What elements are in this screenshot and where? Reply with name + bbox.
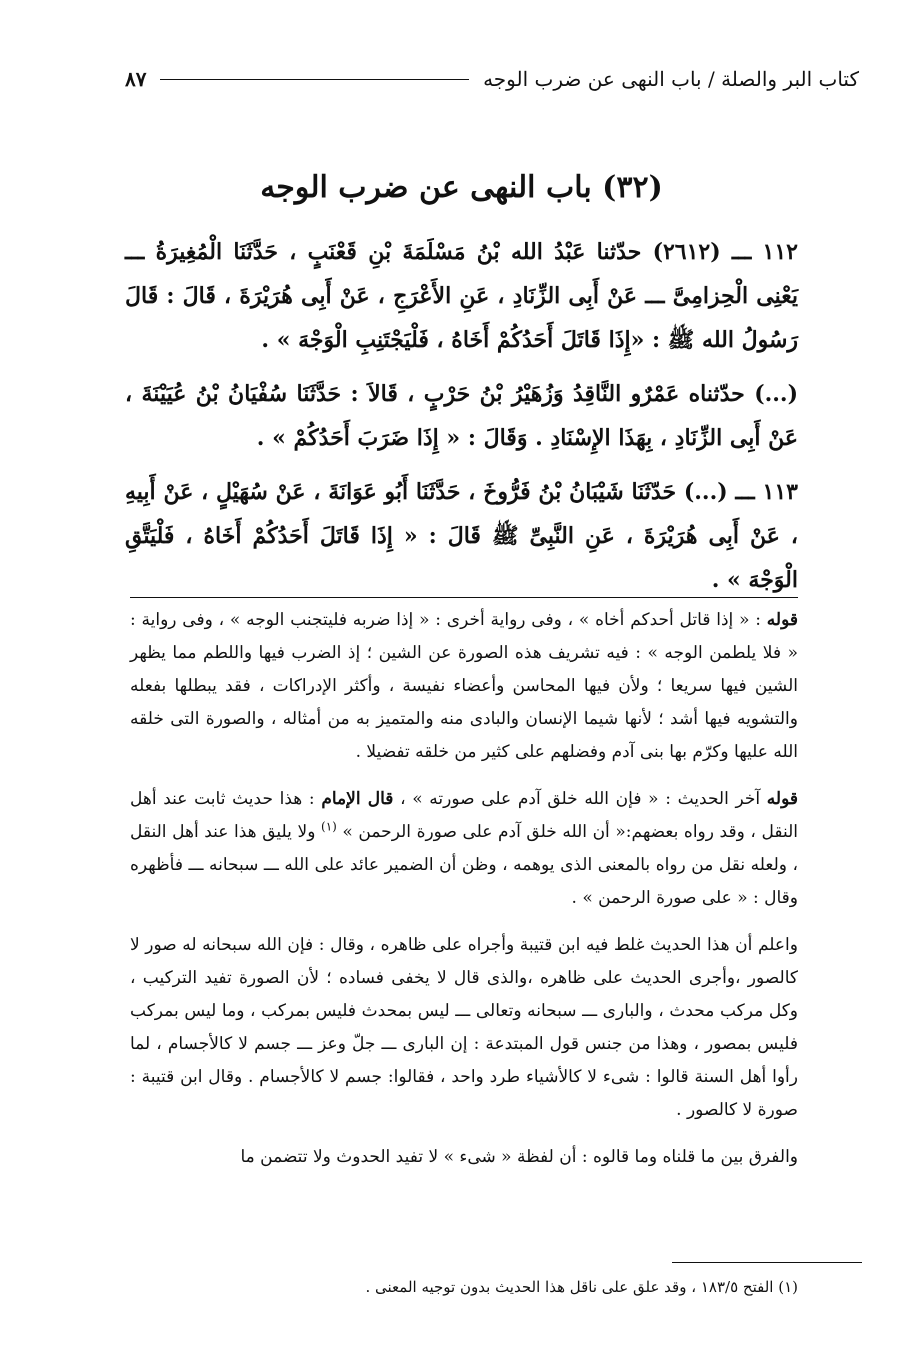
commentary-paragraph-4: والفرق بين ما قلناه وما قالوه : أن لفظة « شىء » لا تفيد الحدوث ولا تتضمن ما bbox=[240, 1147, 798, 1167]
commentary-paragraph-1 bbox=[130, 604, 798, 769]
commentary-text: : هذا حديث ثابت عند أهل النقل ، وقد رواه بعضهم:« أن الله خلق آدم على صورة الرحمن » bbox=[130, 789, 798, 842]
running-header bbox=[125, 62, 859, 96]
commentary-keyword-imam: قال الإمام bbox=[321, 789, 394, 809]
commentary-section bbox=[130, 604, 798, 1188]
commentary-text: آخر الحديث : « فإن الله خلق آدم على صورته » ، bbox=[393, 789, 767, 809]
commentary-separator bbox=[130, 597, 798, 598]
header-rule bbox=[160, 79, 469, 80]
footnote-rule bbox=[672, 1262, 862, 1263]
hadith-112-variant: (...) حدّثناه عَمْرٌو النَّاقِدُ وَزُهَيْرُ بْنُ حَرْبٍ ، قَالاَ : حَدَّثَنَا سُفْيَانُ بْنُ عُيَيْنَةَ ، عَنْ أَبِى الزِّنَادِ ، بِهَذَا الإِسْنَادِ . وَقَالَ : « إِذَا ضَرَبَ أَحَدُكُمْ » . bbox=[125, 381, 798, 451]
commentary-keyword: قوله bbox=[766, 789, 798, 809]
chapter-title: (٣٢) باب النهى عن ضرب الوجه bbox=[260, 170, 663, 205]
hadith-section bbox=[125, 230, 798, 612]
commentary-paragraph-3: واعلم أن هذا الحديث غلط فيه ابن قتيبة وأجراه على ظاهره ، وقال : فإن الله سبحانه له صور لا كالصور ،وأجرى الحديث على ظاهره ،والذى قال لا يخفى فساده ؛ لأن الصورة تفيد التركيب ، وكل مركب محدث ، والبارى ـــ سبحانه وتعالى ـــ ليس بمحدث فليس بمركب ، وما ليس بمركب فليس بمصور ، وهذا من جنس قول المبتدعة : إن البارى ـــ جلّ وعز ـــ جسم لا كالأجسام ، لما رأوا أهل السنة قالوا : شىء لا كالأشياء طرد واحد ، فقالوا: جسم لا كالأجسام . وقال ابن قتيبة : صورة لا كالصور . bbox=[130, 935, 798, 1120]
footnote-reference: (١) bbox=[321, 819, 337, 834]
page-number: ٨٧ bbox=[125, 67, 147, 91]
hadith-113: ١١٣ ـــ (...) حَدّثَنَا شَيْبَانُ بْنُ فَرُّوخَ ، حَدَّثَنَا أَبُو عَوَانَةَ ، عَنْ سُهَيْلٍ ، عَنْ أَبِيهِ ، عَنْ أَبِى هُرَيْرَةَ ، عَنِ النَّبِىِّ ﷺ قَالَ : « إِذَا قَاتَلَ أَحَدُكُمْ أَخَاهُ ، فَلْيَتَّقِ الْوَجْهَ » . bbox=[125, 479, 798, 593]
running-header-title: كتاب البر والصلة / باب النهى عن ضرب الوجه bbox=[483, 67, 859, 91]
commentary-text: : « إذا قاتل أحدكم أخاه » ، وفى رواية أخرى : « إذا ضربه فليتجنب الوجه » ، وفى رواية : « فلا يلطمن الوجه » : فيه تشريف هذه الصورة عن الشين ؛ إذ الضرب فيها واللطم مما يظهر الشين فيها سريعا ؛ ولأن فيها المحاسن وأعضاء نفيسة ، وأكثر الإدراكات ، فقد يبطلها بفعله والتشويه فيها أشد ؛ لأنها شيما الإنسان والبادى منه والمتميز به من أمثاله ، والصورة التى خلقه الله عليها وكرّم بها بنى آدم وفضلهم على كثير من خلقه تفضيلا . bbox=[130, 610, 798, 762]
commentary-keyword: قوله bbox=[766, 610, 798, 630]
commentary-text: ولا يليق هذا عند أهل النقل ، ولعله نقل من رواه بالمعنى الذى يوهمه ، وظن أن الضمير عائد على الله ـــ سبحانه ـــ فأظهره وقال : « على صورة الرحمن » . bbox=[130, 822, 798, 908]
hadith-112: ١١٢ ـــ (٢٦١٢) حدّثنا عَبْدُ الله بْنُ مَسْلَمَةَ بْنِ قَعْنَبٍ ، حَدَّثَنَا الْمُغِيرَةُ ـــ يَعْنِى الْحِزامِىَّ ـــ عَنْ أَبِى الزِّنَادِ ، عَنِ الأَعْرَجِ ، عَنْ أَبِى هُرَيْرَةَ ، قَالَ : قَالَ رَسُولُ الله ﷺ : «إِذَا قَاتَلَ أَحَدُكُمْ أَخَاهُ ، فَلْيَجْتَنِبِ الْوَجْهَ » . bbox=[125, 239, 798, 353]
commentary-paragraph-2 bbox=[130, 783, 798, 915]
footnote: (١) الفتح ١٨٣/٥ ، وقد علق على ناقل هذا الحديث بدون توجيه المعنى . bbox=[365, 1278, 798, 1296]
